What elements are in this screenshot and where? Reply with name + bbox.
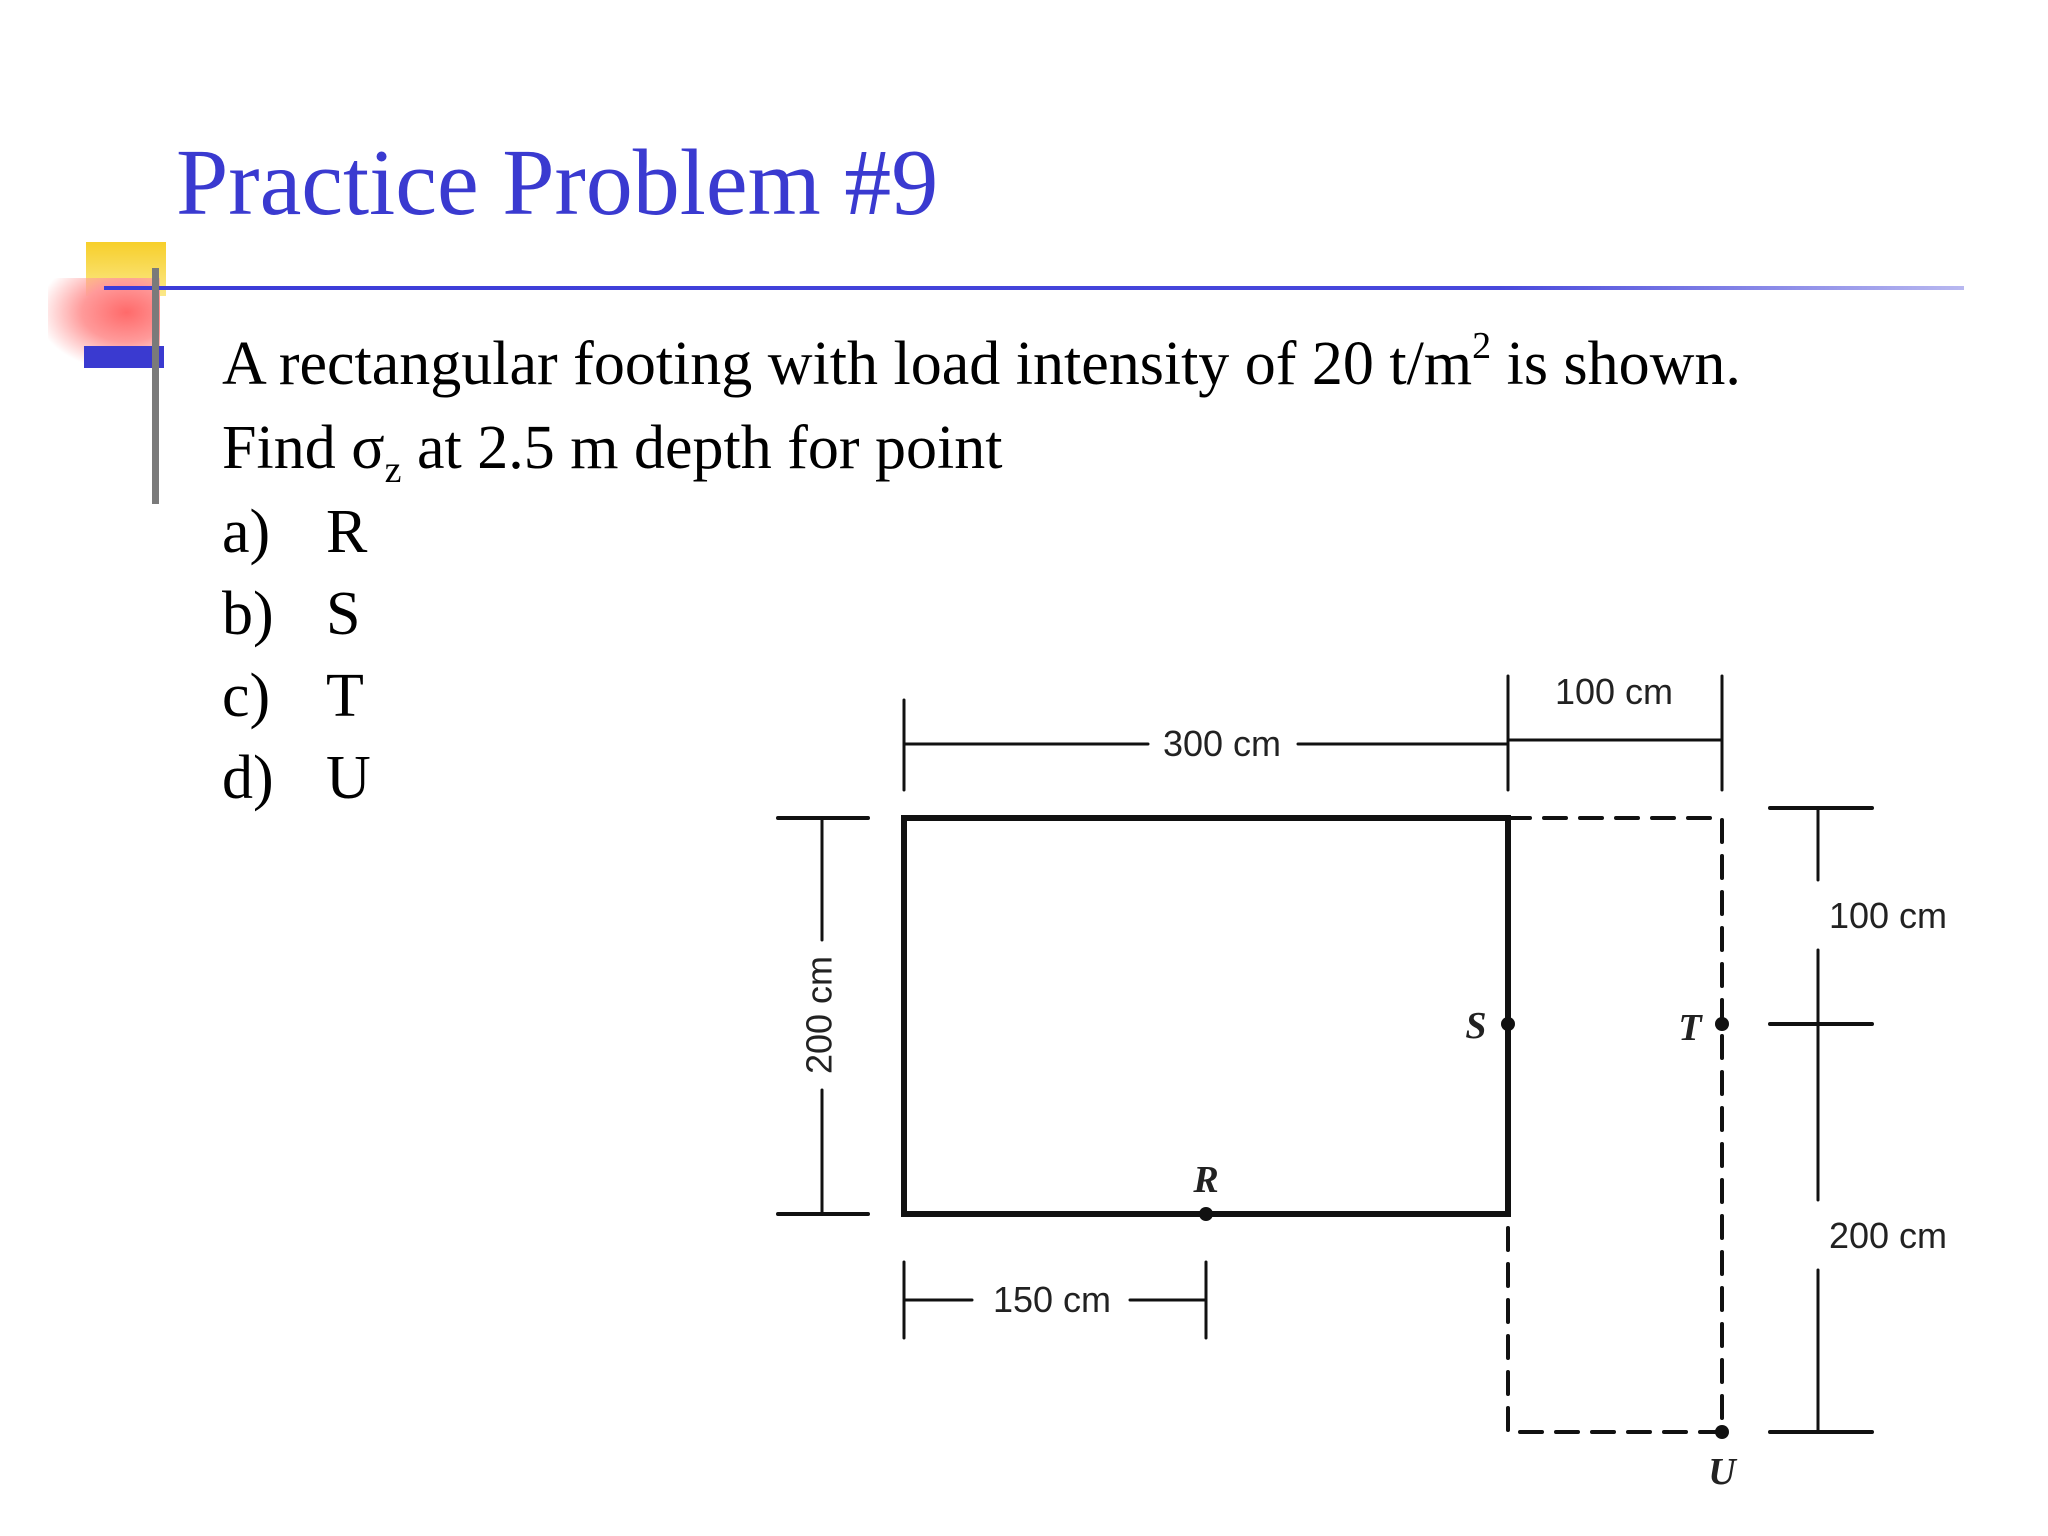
dim-label-150: 150 cm bbox=[992, 1279, 1112, 1320]
dim-label-100-right: 100 cm bbox=[1828, 895, 1948, 936]
list-item-label: c) bbox=[222, 662, 271, 730]
point-t-marker bbox=[1715, 1017, 1729, 1031]
list-item-label: b) bbox=[222, 580, 274, 648]
point-s-label: S bbox=[1465, 1005, 1487, 1047]
point-s-marker bbox=[1501, 1017, 1515, 1031]
dashed-extension bbox=[1508, 818, 1722, 1432]
problem-line-1-text: A rectangular footing with load intensity of 20 t/m bbox=[222, 330, 1473, 398]
list-item-value: R bbox=[326, 498, 368, 566]
problem-line-1-tail: is shown. bbox=[1491, 330, 1741, 398]
subscript-z: z bbox=[384, 449, 402, 491]
point-r-marker bbox=[1199, 1207, 1213, 1221]
problem-line-2-text: Find σ bbox=[222, 414, 385, 482]
point-r-label: R bbox=[1193, 1159, 1219, 1201]
list-item-label: a) bbox=[222, 498, 271, 566]
point-t-label: T bbox=[1678, 1007, 1702, 1049]
footing-rectangle bbox=[904, 818, 1508, 1214]
point-u-marker bbox=[1715, 1425, 1729, 1439]
list-item-value: S bbox=[326, 580, 361, 648]
dim-label-200-right: 200 cm bbox=[1828, 1215, 1948, 1256]
superscript-exponent: 2 bbox=[1472, 325, 1492, 367]
point-u-label: U bbox=[1708, 1451, 1736, 1493]
slide-title: Practice Problem #9 bbox=[176, 131, 939, 235]
dim-label-100-top: 100 cm bbox=[1554, 671, 1674, 712]
dim-label-300: 300 cm bbox=[1162, 723, 1282, 764]
list-item-label: d) bbox=[222, 744, 274, 812]
problem-line-2-tail: at 2.5 m depth for point bbox=[401, 414, 1003, 482]
list-item-value: U bbox=[326, 744, 371, 812]
dim-label-200-left: 200 cm bbox=[798, 955, 840, 1075]
list-item-value: T bbox=[326, 662, 364, 730]
